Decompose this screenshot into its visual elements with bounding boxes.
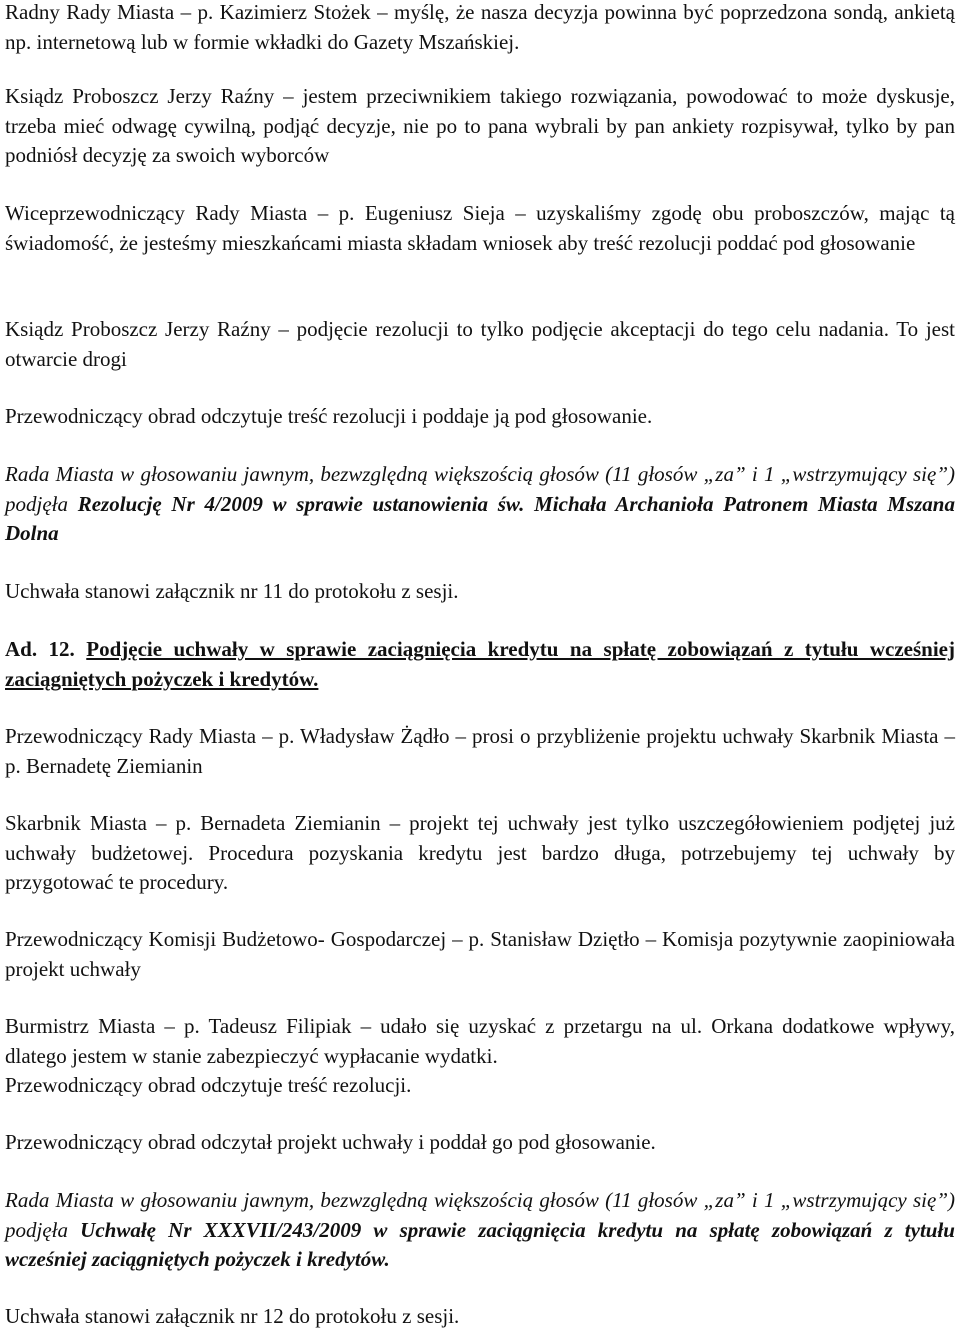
resolution-title: Rezolucję Nr 4/2009 w sprawie ustanowienia św. Michała Archanioła Patronem Miasta Mszana Dolna xyxy=(5,491,955,545)
paragraph-stozek xyxy=(5,0,955,57)
paragraph-text: Przewodniczący obrad odczytał projekt uchwały i poddał go pod głosowanie. xyxy=(5,1130,656,1154)
paragraph-text: Skarbnik Miasta – p. Bernadeta Ziemianin – projekt tej uchwały jest tylko uszczegółowieniem podjętej już uchwały budżetowej. Procedura pozyskania kredytu jest bardzo długa, potrzebujemy tej uchwały by przygotować te procedury. xyxy=(5,811,955,894)
paragraph-sieja xyxy=(5,199,955,258)
paragraph-text: Przewodniczący obrad odczytuje treść rezolucji. xyxy=(5,1073,412,1097)
paragraph-text: Burmistrz Miasta – p. Tadeusz Filipiak – udało się uzyskać z przetargu na ul. Orkana dodatkowe wpływy, dlatego jestem w stanie zabezpieczyć wypłacanie wydatki. xyxy=(5,1014,955,1068)
paragraph-resolution-vote xyxy=(5,460,955,549)
vote-text: Rada Miasta w głosowaniu jawnym, bezwzględną większością głosów (11 głosów „za” i 1 „wstrzymujący się”) podjęła xyxy=(5,462,955,516)
agenda-number: Ad. 12. xyxy=(5,637,87,661)
paragraph-zadlo xyxy=(5,722,955,781)
paragraph-text: Przewodniczący Komisji Budżetowo- Gospodarczej – p. Stanisław Dziętło – Komisja pozytywnie zaopiniowała projekt uchwały xyxy=(5,927,955,981)
agenda-title: Podjęcie uchwały w sprawie zaciągnięcia kredytu na spłatę zobowiązań z tytułu wcześniej zaciągniętych pożyczek i kredytów. xyxy=(5,637,955,691)
paragraph-reading-resolution xyxy=(5,402,955,432)
paragraph-text: Ksiądz Proboszcz Jerzy Raźny – podjęcie rezolucji to tylko podjęcie akceptacji do tego celu nadania. To jest otwarcie drogi xyxy=(5,317,955,371)
paragraph-dzietlo xyxy=(5,925,955,984)
paragraph-resolution-vote-2 xyxy=(5,1186,955,1275)
paragraph-ziemianin xyxy=(5,809,955,898)
agenda-item-12 xyxy=(5,635,955,694)
paragraph-text: Uchwała stanowi załącznik nr 11 do protokołu z sesji. xyxy=(5,579,459,603)
paragraph-razny-2 xyxy=(5,315,955,374)
paragraph-text: Przewodniczący Rady Miasta – p. Władysław Żądło – prosi o przybliżenie projektu uchwały Skarbnik Miasta – p. Bernadetę Ziemianin xyxy=(5,724,955,778)
paragraph-text: Przewodniczący obrad odczytuje treść rezolucji i poddaje ją pod głosowanie. xyxy=(5,404,653,428)
paragraph-text: Radny Rady Miasta – p. Kazimierz Stożek – myślę, że nasza decyzja powinna być poprzedzona sondą, ankietą np. internetową lub w formie wkładki do Gazety Mszańskiej. xyxy=(5,0,955,54)
paragraph-reading-project xyxy=(5,1128,955,1158)
paragraph-attachment-12 xyxy=(5,1302,955,1332)
paragraph-attachment-11 xyxy=(5,577,955,607)
paragraph-filipiak xyxy=(5,1012,955,1101)
paragraph-text: Uchwała stanowi załącznik nr 12 do protokołu z sesji. xyxy=(5,1304,460,1328)
paragraph-text: Ksiądz Proboszcz Jerzy Raźny – jestem przeciwnikiem takiego rozwiązania, powodować to może dyskusje, trzeba mieć odwagę cywilną, podjąć decyzje, nie po to pana wybrali by pan ankiety rozpisywał, tylko by pan podniósł decyzję za swoich wyborców xyxy=(5,84,955,167)
paragraph-text: Wiceprzewodniczący Rady Miasta – p. Eugeniusz Sieja – uzyskaliśmy zgodę obu proboszczów, mając tą świadomość, że jesteśmy mieszkańcami miasta składam wniosek aby treść rezolucji poddać pod głosowanie xyxy=(5,201,955,255)
paragraph-razny-1 xyxy=(5,82,955,171)
resolution-title: Uchwałę Nr XXXVII/243/2009 w sprawie zaciągnięcia kredytu na spłatę zobowiązań z tytułu wcześniej zaciągniętych pożyczek i kredytów. xyxy=(5,1217,955,1271)
vote-text: Rada Miasta w głosowaniu jawnym, bezwzględną większością głosów (11 głosów „za” i 1 „wstrzymujący się”) podjęła xyxy=(5,1188,955,1242)
